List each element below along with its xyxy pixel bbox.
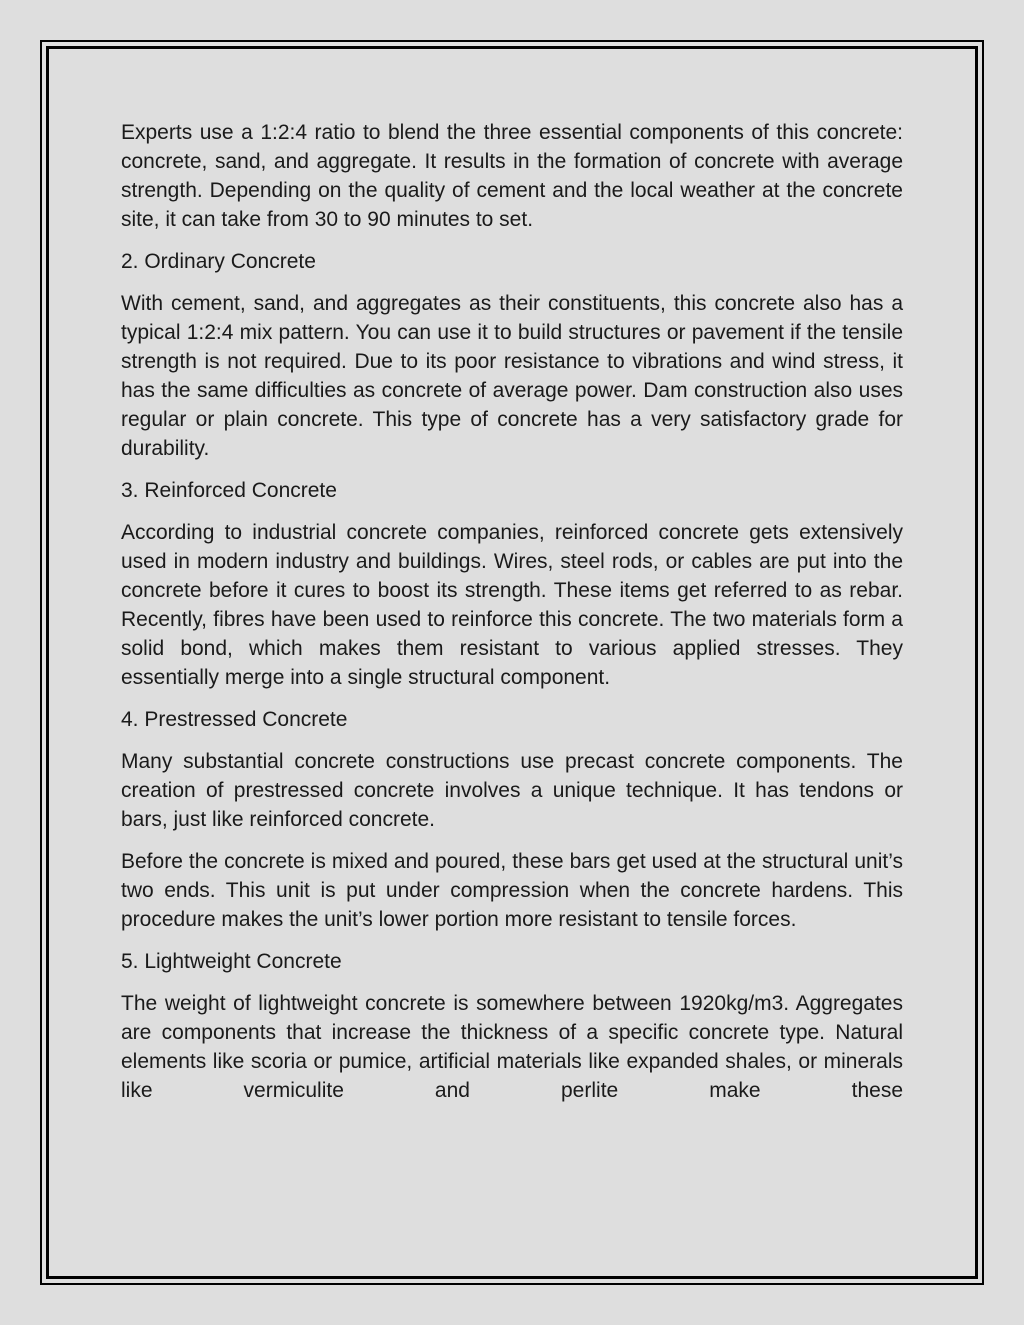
- paragraph-lightweight-concrete: The weight of lightweight concrete is somewhere between 1920kg/m3. Aggregates are components that increase the thickness of a specific concrete type. Natural elements like scoria or pumice, artificial materials like expanded shales, or minerals like vermiculite and perlite make these: [121, 992, 903, 1102]
- paragraph-intro: Experts use a 1:2:4 ratio to blend the three essential components of this concrete: concrete, sand, and aggregate. It results in the formation of concrete with average strength. Depending on the quality of cement and the local weather at the concrete site, it can take from 30 to 90 minutes to set.: [121, 121, 903, 231]
- paragraph-reinforced-concrete: According to industrial concrete companies, reinforced concrete gets extensively used in modern industry and buildings. Wires, steel rods, or cables are put into the concrete before it cures to boost its strength. These items get referred to as rebar. Recently, fibres have been used to reinforce this concrete. The two materials form a solid bond, which makes them resistant to various applied stresses. They essentially merge into a single structural component.: [121, 521, 903, 689]
- heading-lightweight-concrete: 5. Lightweight Concrete: [121, 950, 342, 973]
- heading-reinforced-concrete: 3. Reinforced Concrete: [121, 479, 337, 502]
- paragraph-ordinary-concrete: With cement, sand, and aggregates as their constituents, this concrete also has a typical 1:2:4 mix pattern. You can use it to build structures or pavement if the tensile strength is not required. Due to its poor resistance to vibrations and wind stress, it has the same difficulties as concrete of average power. Dam construction also uses regular or plain concrete. This type of concrete has a very satisfactory grade for durability.: [121, 292, 903, 460]
- heading-ordinary-concrete: 2. Ordinary Concrete: [121, 250, 316, 273]
- paragraph-prestressed-concrete-2: Before the concrete is mixed and poured, these bars get used at the structural unit’s two ends. This unit is put under compression when the concrete hardens. This procedure makes the unit’s lower portion more resistant to tensile forces.: [121, 850, 903, 931]
- heading-prestressed-concrete: 4. Prestressed Concrete: [121, 708, 348, 731]
- paragraph-prestressed-concrete: Many substantial concrete constructions use precast concrete components. The creation of prestressed concrete involves a unique technique. It has tendons or bars, just like reinforced concrete.: [121, 750, 903, 831]
- document-body: [121, 118, 903, 1118]
